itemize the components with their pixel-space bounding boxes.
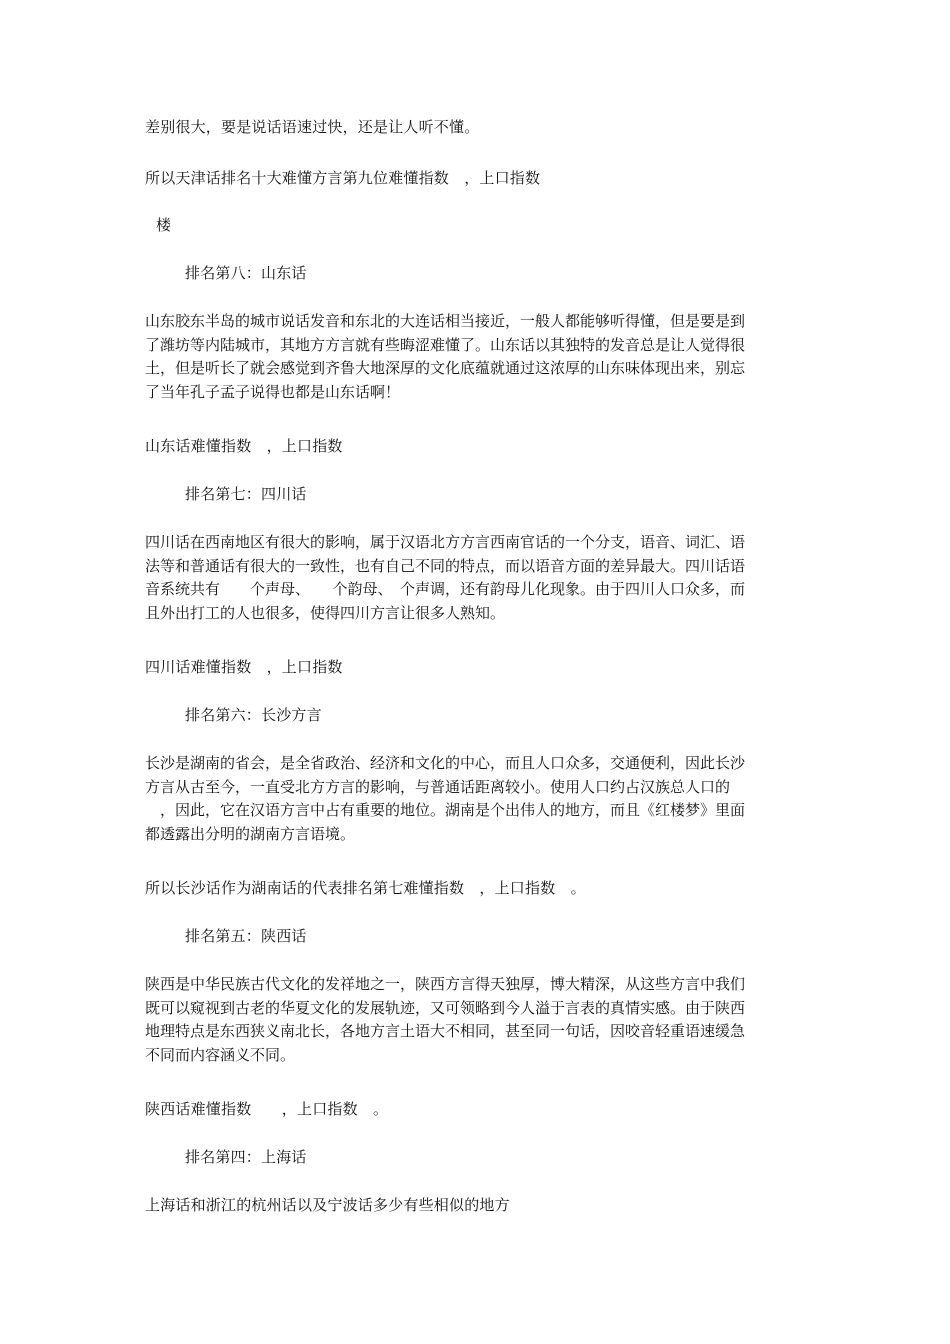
heading-rank-6: 排名第六：长沙方言 xyxy=(185,706,322,724)
paragraph-shandong xyxy=(145,310,810,404)
paragraph-line: 陕西是中华民族古代文化的发祥地之一，陕西方言得天独厚，博大精深，从这些方言中我们 xyxy=(145,975,746,993)
paragraph-line: 土，但是听长了就会感觉到齐鲁大地深厚的文化底蕴就通过这浓厚的山东味体现出来，别忘 xyxy=(145,359,746,377)
heading-rank-8: 排名第八：山东话 xyxy=(185,264,307,282)
paragraph-line: 都透露出分明的湖南方言语境。 xyxy=(145,824,356,843)
text-line-tianjin-index: 所以天津话排名十大难懂方言第九位难懂指数 ，上口指数 xyxy=(145,169,541,187)
text-line-opening: 差别很大，要是说话语速过快，还是让人听不懂。 xyxy=(145,118,480,136)
paragraph-sichuan xyxy=(145,531,810,625)
paragraph-line: 了潍坊等内陆城市，其地方方言就有些晦涩难懂了。山东话以其独特的发音总是让人觉得很 xyxy=(145,335,746,354)
paragraph-line: 长沙是湖南的省会，是全省政治、经济和文化的中心，而且人口众多，交通便利，因此长沙 xyxy=(145,754,746,772)
heading-rank-7: 排名第七：四川话 xyxy=(185,485,307,503)
paragraph-shaanxi xyxy=(145,973,810,1067)
paragraph-line: 了当年孔子孟子说得也都是山东话啊！ xyxy=(145,382,401,401)
paragraph-changsha xyxy=(145,752,810,846)
heading-rank-4: 排名第四：上海话 xyxy=(185,1148,307,1166)
paragraph-line: 山东胶东半岛的城市说话发音和东北的大连话相当接近，一般人都能够听得懂，但是要是到 xyxy=(145,312,746,330)
heading-rank-5: 排名第五：陕西话 xyxy=(185,927,307,945)
paragraph-line: 且外出打工的人也很多，使得四川方言让很多人熟知。 xyxy=(145,603,506,622)
text-line-changsha-index: 所以长沙话作为湖南话的代表排名第七难懂指数 ，上口指数 。 xyxy=(145,879,586,897)
paragraph-line: 既可以窥视到古老的华夏文化的发展轨迹，又可领略到今人溢于言表的真情实感。由于陕西 xyxy=(145,998,746,1017)
text-line-shaanxi-index: 陕西话难懂指数 ，上口指数 。 xyxy=(145,1100,389,1118)
text-line-sichuan-index: 四川话难懂指数 ，上口指数 xyxy=(145,658,343,676)
paragraph-line: 四川话在西南地区有很大的影响，属于汉语北方方言西南官话的一个分支，语音、词汇、语 xyxy=(145,533,746,551)
paragraph-line: 不同而内容涵义不同。 xyxy=(145,1045,296,1064)
paragraph-line: ，因此，它在汉语方言中占有重要的地位。湖南是个出伟人的地方，而且《红楼梦》里面 xyxy=(145,801,746,819)
paragraph-line: 音系统共有 个声母、 个韵母、 个声调，还有韵母儿化现象。由于四川人口众多，而 xyxy=(145,580,746,598)
paragraph-line: 地理特点是东西狭义南北长，各地方言土语大不相同，甚至同一句话，因咬音轻重语速缓急 xyxy=(145,1022,746,1040)
paragraph-line: 方言从古至今，一直受北方方言的影响，与普通话距离较小。使用人口约占汉族总人口的 xyxy=(145,777,731,796)
paragraph-line: 法等和普通话有很大的一致性，也有自己不同的特点，而以语音方面的差异最大。四川话语 xyxy=(145,556,746,575)
text-line-shanghai: 上海话和浙江的杭州话以及宁波话多少有些相似的地方 xyxy=(145,1196,510,1214)
text-line-lou: 楼 xyxy=(156,216,172,234)
text-line-shandong-index: 山东话难懂指数 ，上口指数 xyxy=(145,437,343,455)
